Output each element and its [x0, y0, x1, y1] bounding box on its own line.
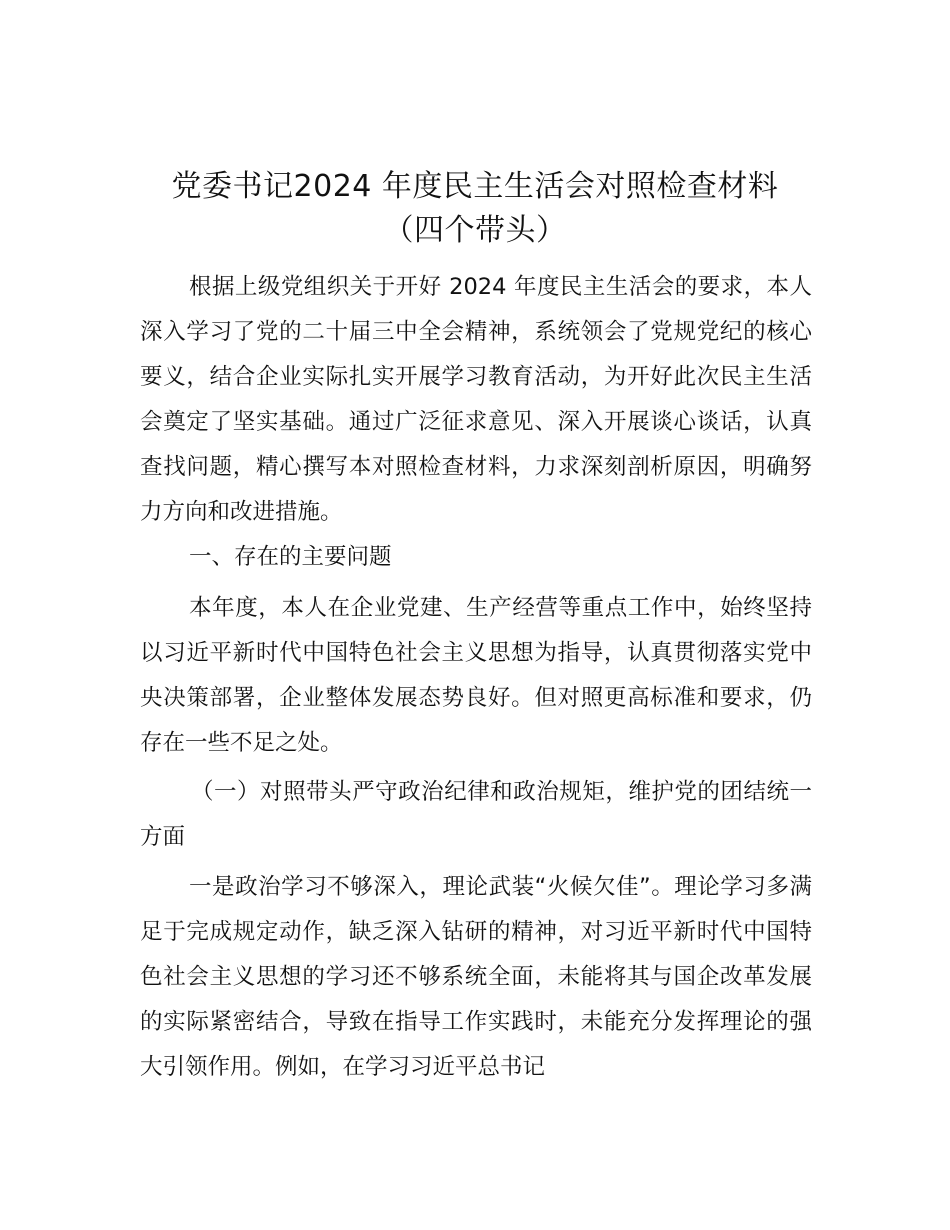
issue-paragraph-political-study: 一是政治学习不够深入，理论武装“火候欠佳”。理论学习多满足于完成规定动作，缺乏深入钻研的精神，对习近平新时代中国特色社会主义思想的学习还不够系统全面，未能将其与国企改革发展的实际紧密结合，导致在指导工作实践时，未能充分发挥理论的强大引领作用。例如，在学习习近平总书记 [140, 874, 812, 1080]
document-subtitle: （四个带头） [383, 213, 567, 248]
intro-paragraph: 根据上级党组织关于开好 2024 年度民主生活会的要求，本人深入学习了党的二十届三中全会精神，系统领会了党规党纪的核心要义，结合企业实际扎实开展学习教育活动，为开好此次民主生活会奠定了坚实基础。通过广泛征求意见、深入开展谈心谈话，认真查找问题，精心撰写本对照检查材料，力求深刻剖析原因，明确努力方向和改进措施。 [140, 274, 812, 525]
subsection-heading-political-discipline: （一）对照带头严守政治纪律和政治规矩，维护党的团结统一方面 [140, 779, 812, 850]
overview-paragraph: 本年度，本人在企业党建、生产经营等重点工作中，始终坚持以习近平新时代中国特色社会主义思想为指导，认真贯彻落实党中央决策部署，企业整体发展态势良好。但对照更高标准和要求，仍存在一些不足之处。 [140, 595, 812, 756]
section-heading-problems: 一、存在的主要问题 [189, 544, 392, 570]
document-title: 党委书记2024 年度民主生活会对照检查材料 [171, 169, 779, 204]
